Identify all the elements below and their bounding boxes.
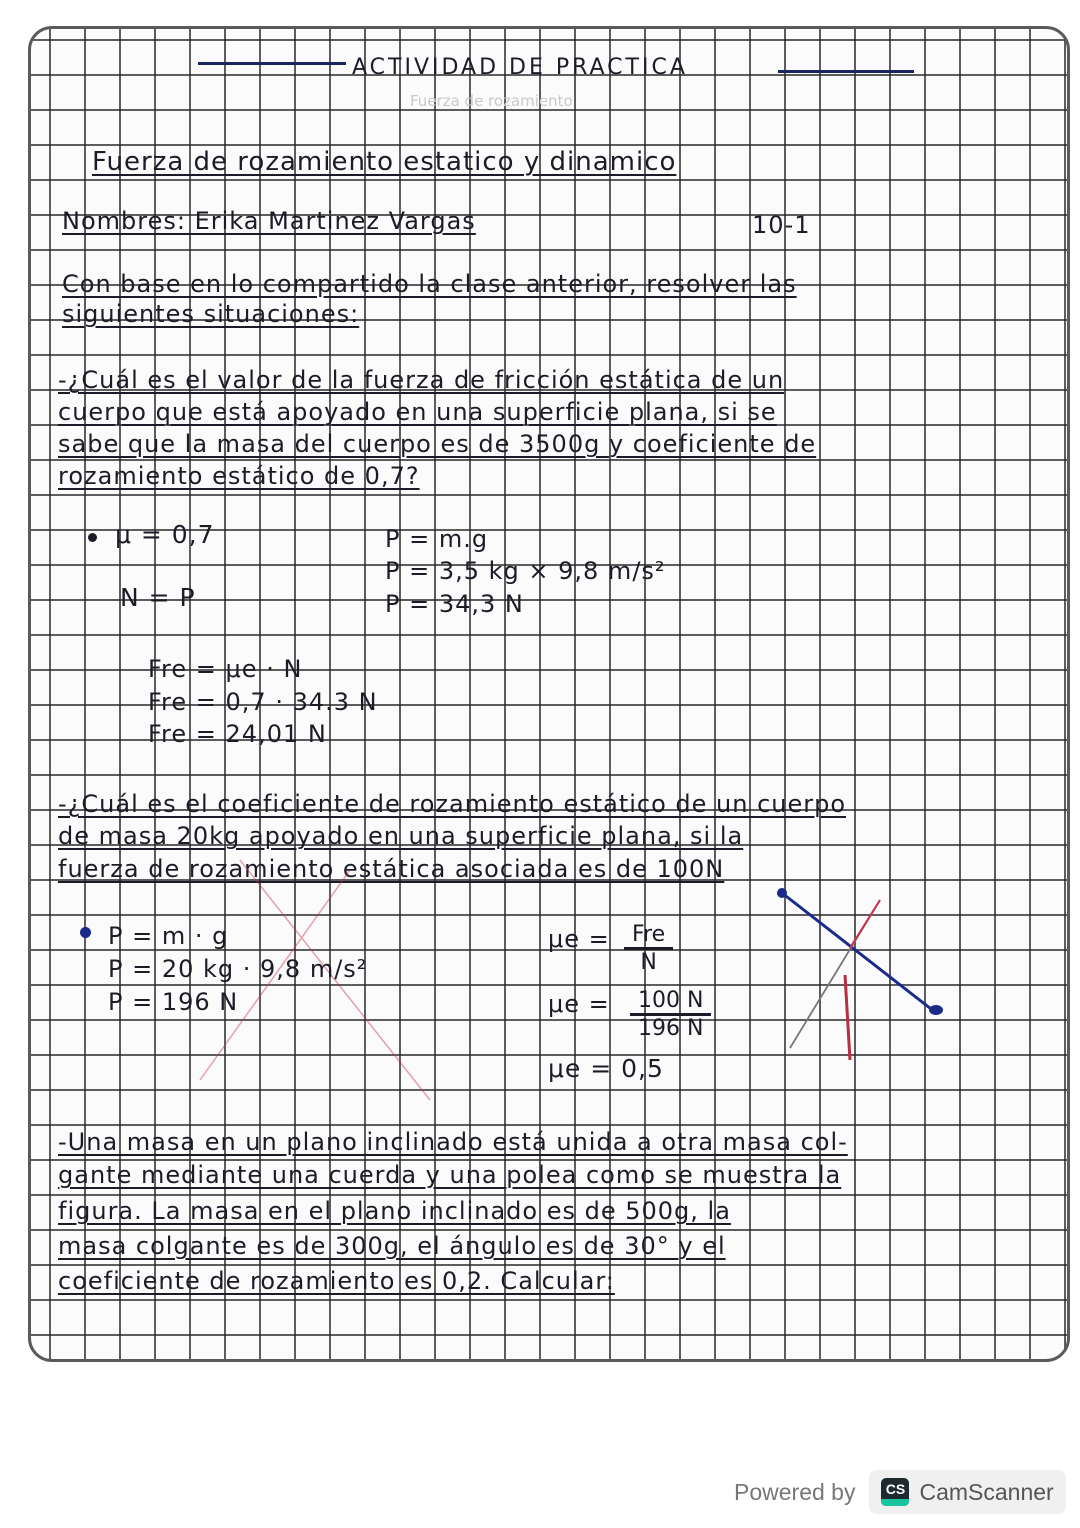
p2-formula-numerator: Fre: [624, 922, 673, 950]
camscanner-brand-name: CamScanner: [919, 1478, 1054, 1505]
student-names: Nombres: Erika Martinez Vargas: [62, 207, 476, 235]
p2-question-line-2: de masa 20kg apoyado en una superficie plana, si la: [58, 822, 744, 850]
p1-friction-line-2: Fre = 0,7 · 34.3 N: [148, 688, 378, 716]
p1-friction-line-3: Fre = 24,01 N: [148, 720, 327, 748]
camscanner-logo-icon: CS: [881, 1478, 909, 1506]
p1-weight-line-3: P = 34,3 N: [385, 590, 524, 618]
p1-weight-line-2: P = 3,5 kg × 9,8 m/s²: [385, 557, 666, 585]
p2-mu-label-2: μe =: [548, 990, 610, 1018]
p2-question-line-1: -¿Cuál es el coeficiente de rozamiento estático de un cuerpo: [58, 790, 847, 818]
group-label: 10-1: [752, 211, 811, 239]
p1-question-line-4: rozamiento estático de 0,7?: [58, 462, 420, 490]
p1-bullet: [88, 533, 97, 542]
topic-heading: Fuerza de rozamiento estatico y dinamico: [92, 147, 677, 177]
p1-question-line-3: sabe que la masa del cuerpo es de 3500g y coeficiente de: [58, 430, 817, 458]
p2-values-fraction: [630, 988, 711, 1041]
p2-values-denominator: 196 N: [638, 1016, 704, 1041]
p1-mu-given: μ = 0,7: [115, 520, 215, 549]
title-rule-right: [778, 70, 914, 73]
camscanner-watermark: [734, 1470, 1066, 1514]
p3-question-line-3: figura. La masa en el plano inclinado es de 500g, la: [58, 1197, 731, 1225]
camscanner-badge: [869, 1470, 1065, 1514]
page-title: ACTIVIDAD DE PRACTICA: [352, 55, 688, 80]
p2-weight-line-3: P = 196 N: [108, 988, 239, 1016]
p1-question-line-2: cuerpo que está apoyado en una superficie plana, si se: [58, 398, 777, 426]
p2-mu-label-1: μe =: [548, 925, 610, 953]
p1-weight-line-1: P = m.g: [385, 525, 489, 553]
p1-normal-given: N = P: [120, 583, 196, 612]
p1-question-line-1: -¿Cuál es el valor de la fuerza de fricción estática de un: [58, 366, 785, 394]
p2-formula-fraction: [624, 922, 673, 975]
p2-weight-line-2: P = 20 kg · 9,8 m/s²: [108, 955, 368, 983]
p2-bullet: [80, 927, 91, 938]
powered-by-label: Powered by: [734, 1478, 856, 1505]
intro-line-2: siguientes situaciones:: [62, 300, 360, 328]
p3-question-line-5: coeficiente de rozamiento es 0,2. Calcular:: [58, 1267, 615, 1295]
p2-formula-denominator: N: [640, 950, 657, 975]
p3-question-line-4: masa colgante es de 300g, el ángulo es de 30° y el: [58, 1232, 726, 1260]
p2-values-numerator: 100 N: [630, 988, 711, 1016]
p2-question-line-3: fuerza de rozamiento estática asociada es de 100N: [58, 855, 725, 883]
p3-question-line-1: -Una masa en un plano inclinado está unida a otra masa col-: [58, 1128, 848, 1156]
intro-line-1: Con base en lo compartido la clase anterior, resolver las: [62, 270, 797, 298]
p3-question-line-2: gante mediante una cuerda y una polea como se muestra la: [58, 1161, 842, 1189]
title-rule-left: [198, 62, 346, 65]
p2-result: μe = 0,5: [548, 1054, 664, 1083]
faded-subtitle: Fuerza de rozamiento: [410, 92, 573, 110]
p2-weight-line-1: P = m · g: [108, 922, 229, 950]
p1-friction-line-1: Fre = μe · N: [148, 655, 303, 683]
